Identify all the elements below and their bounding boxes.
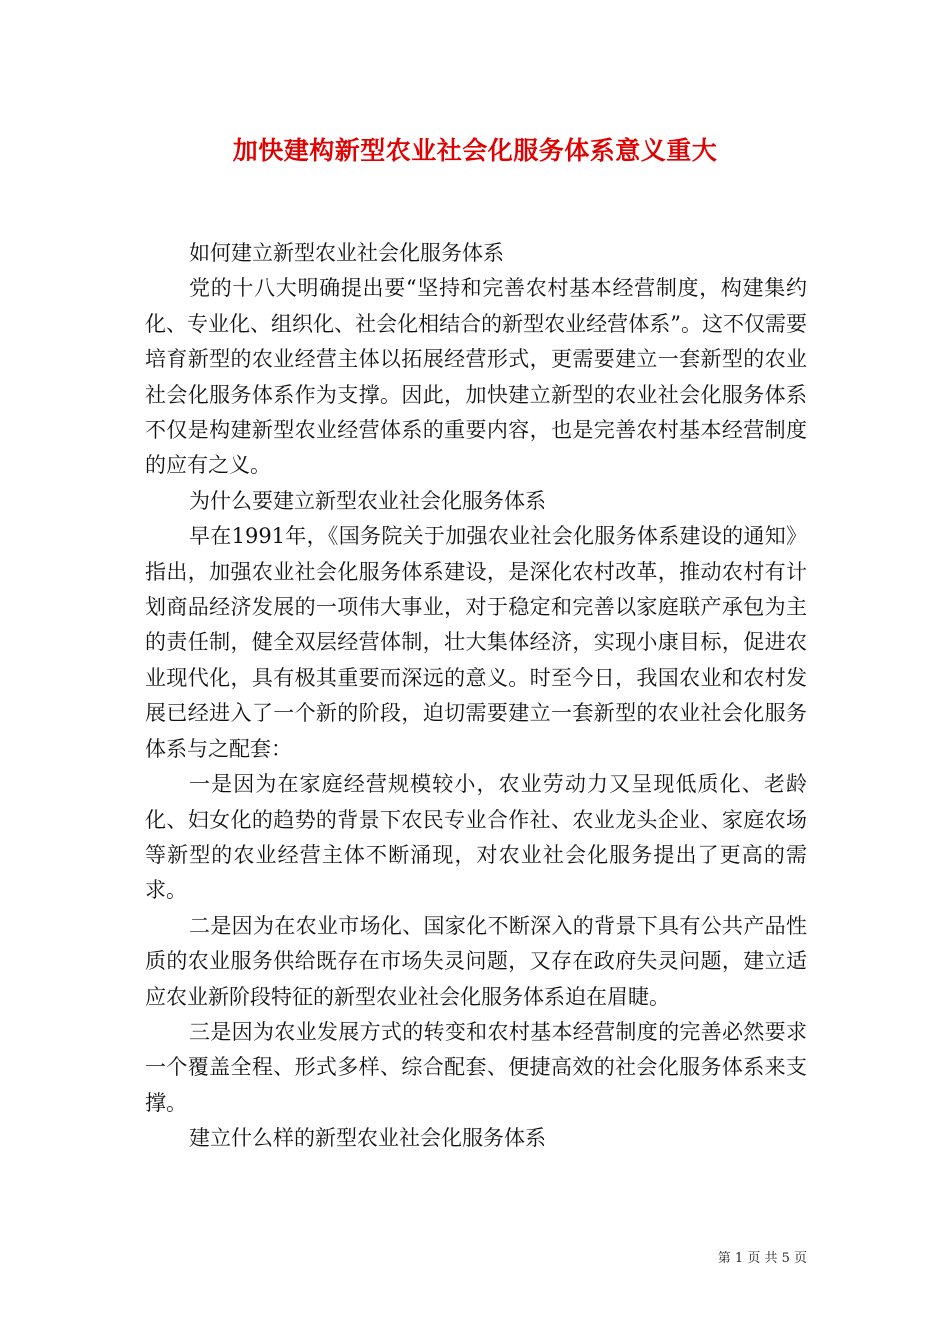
paragraph-reason-three: 三是因为农业发展方式的转变和农村基本经营制度的完善必然要求一个覆盖全程、形式多样、综合配套、便捷高效的社会化服务体系来支撑。 xyxy=(145,1019,807,1115)
document-body xyxy=(145,236,807,1157)
paragraph-reason-two: 二是因为在农业市场化、国家化不断深入的背景下具有公共产品性质的农业服务供给既存在市场失灵问题，又存在政府失灵问题，建立适应农业新阶段特征的新型农业社会化服务体系迫在眉睫。 xyxy=(145,913,807,1009)
page-number: 第 1 页 共 5 页 xyxy=(717,1251,807,1266)
paragraph-history: 早在1991年，《国务院关于加强农业社会化服务体系建设的通知》指出，加强农业社会化服务体系建设，是深化农村改革，推动农村有计划商品经济发展的一项伟大事业，对于稳定和完善以家庭联产承包为主的责任制，健全双层经营体制，壮大集体经济，实现小康目标，促进农业现代化，具有极其重要而深远的意义。时至今日，我国农业和农村发展已经进入了一个新的阶段，迫切需要建立一套新型的农业社会化服务体系与之配套： xyxy=(145,524,807,761)
section-heading-how: 如何建立新型农业社会化服务体系 xyxy=(189,241,504,265)
document-title: 加快建构新型农业社会化服务体系意义重大 xyxy=(232,136,718,165)
paragraph-reason-one: 一是因为在家庭经营规模较小，农业劳动力又呈现低质化、老龄化、妇女化的趋势的背景下农民专业合作社、农业龙头企业、家庭农场等新型的农业经营主体不断涌现，对农业社会化服务提出了更高的需求。 xyxy=(145,772,807,903)
section-heading-what: 建立什么样的新型农业社会化服务体系 xyxy=(189,1126,546,1151)
section-heading-why: 为什么要建立新型农业社会化服务体系 xyxy=(189,488,546,513)
paragraph-intro: 党的十八大明确提出要“坚持和完善农村基本经营制度，构建集约化、专业化、组织化、社会化相结合的新型农业经营体系”。这不仅需要培育新型的农业经营主体以拓展经营形式，更需要建立一套新型的农业社会化服务体系作为支撑。因此，加快建立新型的农业社会化服务体系不仅是构建新型农业经营体系的重要内容，也是完善农村基本经营制度的应有之义。 xyxy=(145,276,807,478)
